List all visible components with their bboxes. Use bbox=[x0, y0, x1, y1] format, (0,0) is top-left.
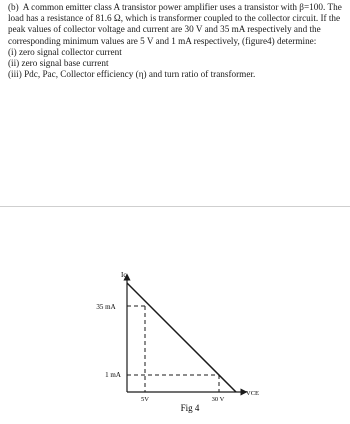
part-iii: (iii) Pdc, Pac, Collector efficiency (η) and turn ratio of transformer. bbox=[8, 69, 256, 80]
y-axis-label: Ic bbox=[121, 271, 127, 279]
x-axis-label: VCE bbox=[246, 390, 259, 397]
load-line-diagram bbox=[0, 207, 350, 419]
question-parts bbox=[8, 47, 344, 81]
figure-caption: Fig 4 bbox=[180, 403, 200, 413]
question-body: A common emitter class A transistor power amplifier uses a transistor with β=100. The load has a resistance of 81.6 Ω, which is transformer coupled to the collector circuit. If the peak values of collector voltage and current are 30 V and 35 mA respectively and the corresponding minimum values are 5 V and 1 mA respectively, (figure4) determine: bbox=[8, 2, 342, 46]
part-ii: (ii) zero signal base current bbox=[8, 58, 109, 69]
y-tick-1ma: 1 mA bbox=[105, 371, 121, 379]
x-tick-30v: 30 V bbox=[211, 396, 225, 403]
y-tick-35ma: 35 mA bbox=[96, 303, 116, 311]
question-block bbox=[8, 2, 344, 80]
question-text bbox=[8, 2, 344, 47]
load-line bbox=[127, 283, 236, 392]
x-tick-5v: 5V bbox=[141, 396, 149, 403]
part-i: (i) zero signal collector current bbox=[8, 46, 122, 57]
question-label: (b) bbox=[8, 2, 19, 12]
figure-4 bbox=[0, 207, 350, 419]
question-panel bbox=[0, 0, 350, 204]
